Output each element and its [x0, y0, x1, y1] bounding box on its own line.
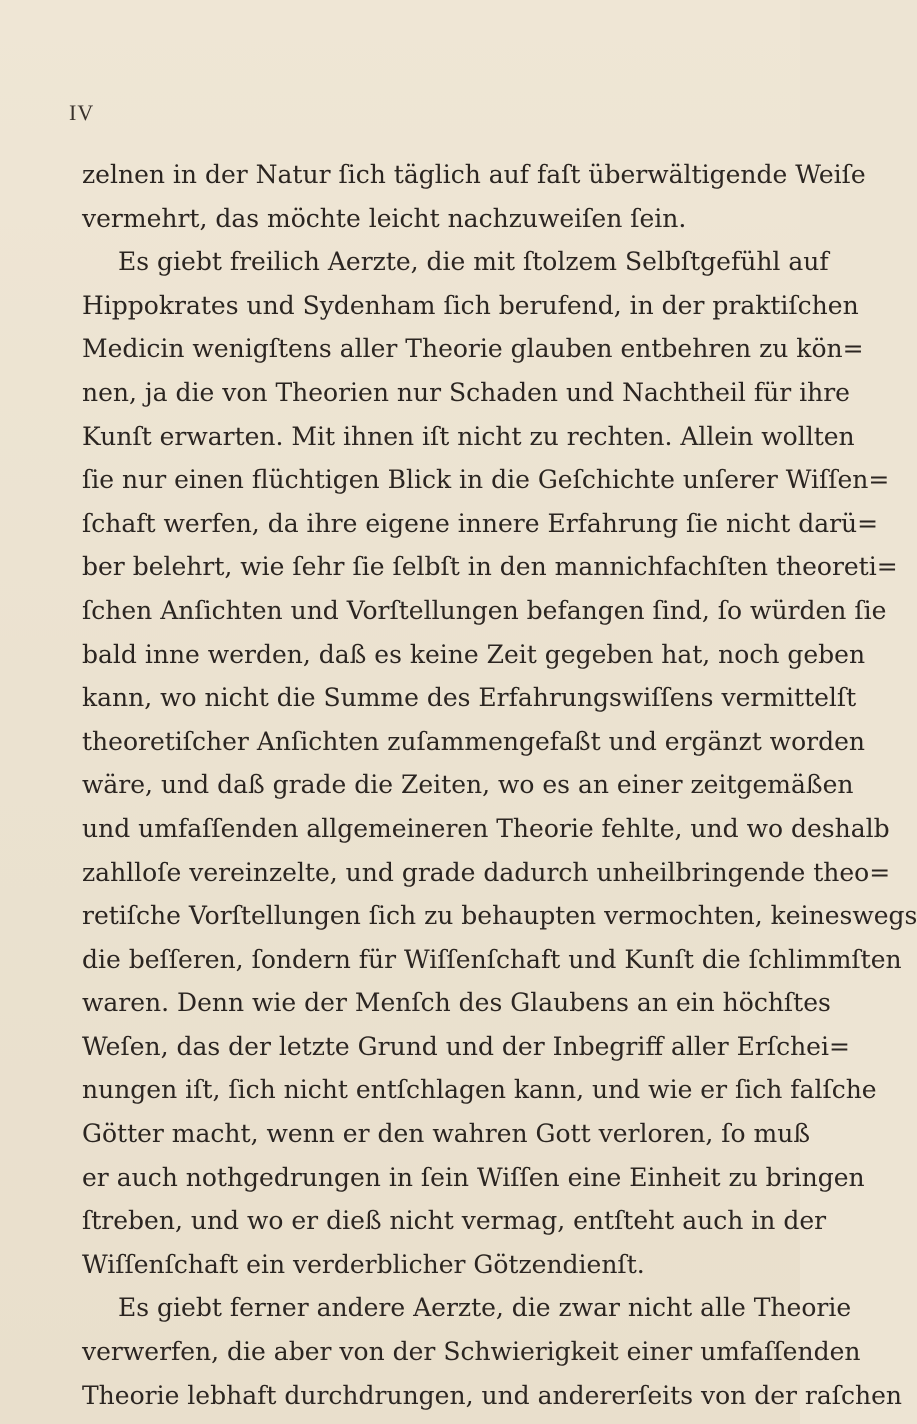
text-line: vermehrt, das möchte leicht nachzuweiſen ſein. [82, 203, 687, 233]
text-line: er auch nothgedrungen in ſein Wiſſen eine Einheit zu bringen [82, 1162, 865, 1192]
text-line: zahlloſe vereinzelte, und grade dadurch unheilbringende theo= [82, 857, 891, 887]
text-line: ſtreben, und wo er dieß nicht vermag, entſteht auch in der [82, 1206, 827, 1236]
text-line: ber belehrt, wie ſehr ſie ſelbſt in den mannichfachſten theoreti= [82, 552, 898, 582]
text-line: Hippokrates und Sydenham ſich berufend, in der praktiſchen [82, 290, 859, 320]
text-line: Wiſſenſchaft ein verderblicher Götzendienſt. [82, 1249, 645, 1279]
text-line: kann, wo nicht die Summe des Erfahrungswiſſens vermittelſt [82, 683, 857, 713]
body-text [82, 153, 917, 1417]
text-line: Weſen, das der letzte Grund und der Inbegriff aller Erſchei= [82, 1031, 850, 1061]
text-line: Medicin wenigſtens aller Theorie glauben entbehren zu kön= [82, 334, 864, 364]
text-line: Es giebt freilich Aerzte, die mit ſtolzem Selbſtgefühl auf [118, 247, 829, 277]
text-line: theoretiſcher Anſichten zuſammengefaßt und ergänzt worden [82, 726, 865, 756]
text-line: und umfaſſenden allgemeineren Theorie fehlte, und wo deshalb [82, 813, 890, 843]
text-line: Kunſt erwarten. Mit ihnen iſt nicht zu rechten. Allein wollten [82, 421, 855, 451]
text-line: ſchen Anſichten und Vorſtellungen befangen ſind, ſo würden ſie [82, 595, 887, 625]
text-line: waren. Denn wie der Menſch des Glaubens an ein höchſtes [82, 988, 831, 1018]
text-line: bald inne werden, daß es keine Zeit gegeben hat, noch geben [82, 639, 866, 669]
text-line: zelnen in der Natur ſich täglich auf faſt überwältigende Weiſe [82, 160, 866, 189]
page-number: IV [69, 100, 95, 125]
text-line: retiſche Vorſtellungen ſich zu behaupten vermochten, keineswegs [82, 901, 917, 931]
text-line: Es giebt ferner andere Aerzte, die zwar nicht alle Theorie [118, 1293, 852, 1323]
text-line: verwerfen, die aber von der Schwierigkeit einer umfaſſenden [82, 1337, 861, 1367]
text-line: nen, ja die von Theorien nur Schaden und Nachtheil für ihre [82, 377, 850, 407]
text-line: ſie nur einen flüchtigen Blick in die Geſchichte unſerer Wiſſen= [82, 465, 890, 495]
text-line: nungen iſt, ſich nicht entſchlagen kann, und wie er ſich falſche [82, 1075, 877, 1105]
text-line: ſchaft werfen, da ihre eigene innere Erfahrung ſie nicht darü= [82, 508, 879, 538]
text-line: die beſſeren, ſondern für Wiſſenſchaft und Kunſt die ſchlimmſten [82, 944, 902, 974]
text-line: wäre, und daß grade die Zeiten, wo es an einer zeitgemäßen [82, 770, 854, 800]
text-line: Theorie lebhaft durchdrungen, und andererſeits von der raſchen [82, 1380, 903, 1410]
text-line: Götter macht, wenn er den wahren Gott verloren, ſo muß [82, 1119, 811, 1149]
